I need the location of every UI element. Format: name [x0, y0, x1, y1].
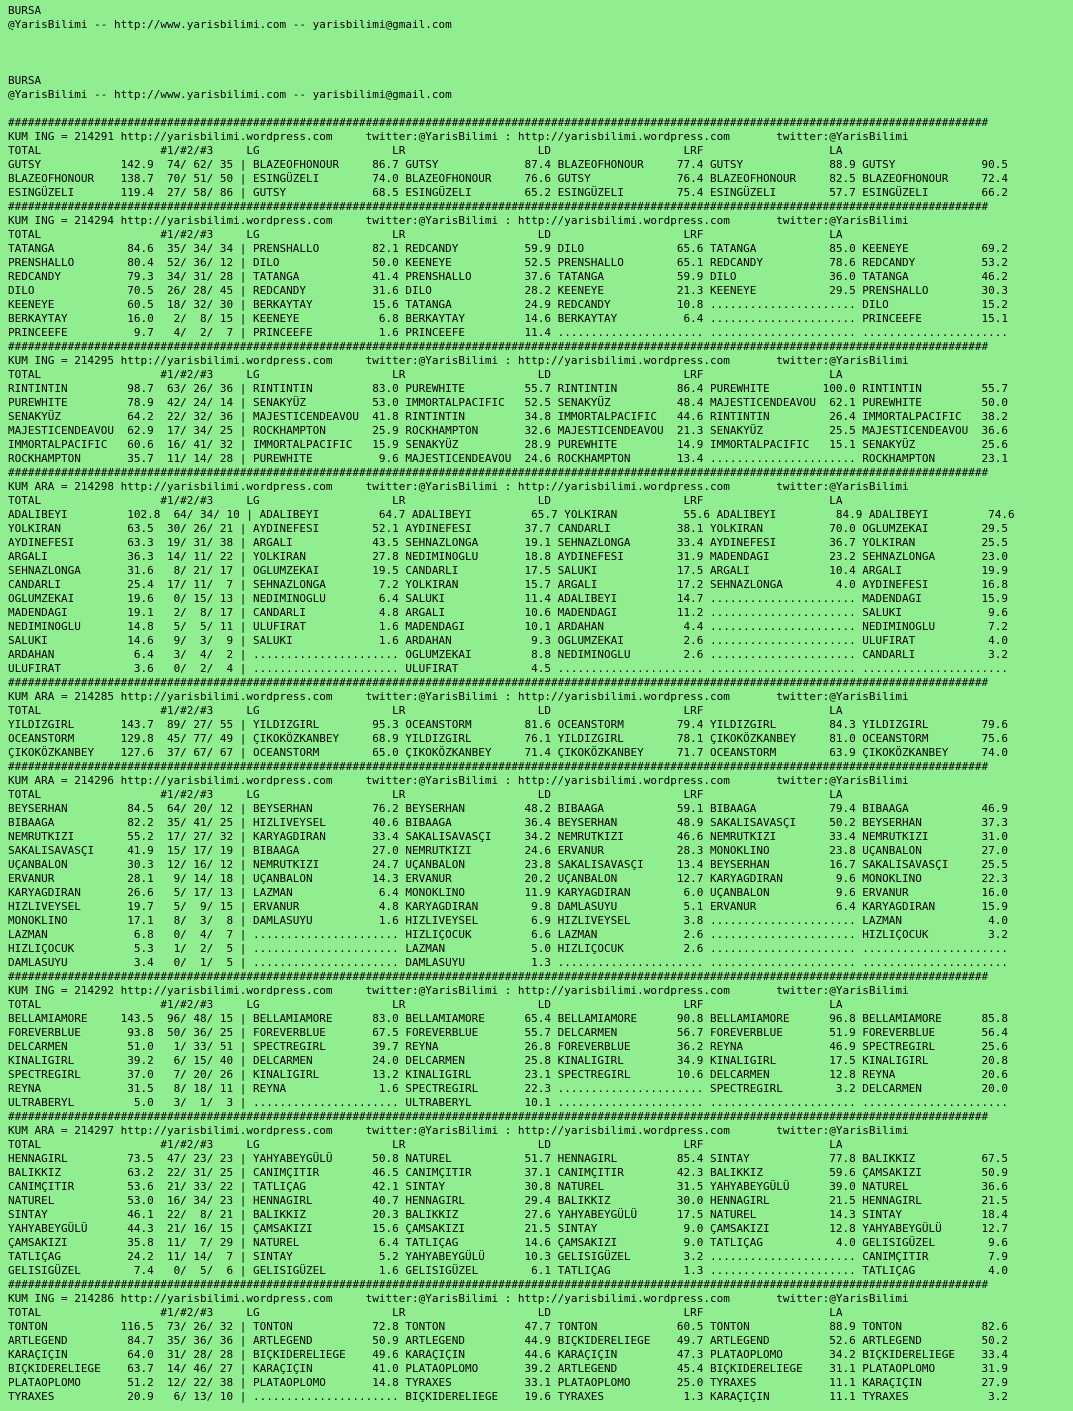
race-row: SAKALISAVASÇI 41.9 15/ 17/ 19 | BIBAAGA 27.0 NEMRUTKIZI 24.6 ERVANUR 28.3 MONOKLINO 23.8 UÇANBALON 27.0: [8, 844, 1009, 857]
race-row: UÇANBALON 30.3 12/ 16/ 12 | NEMRUTKIZI 24.7 UÇANBALON 23.8 SAKALISAVASÇI 13.4 BEYSERHAN 16.7 SAKALISAVASÇI 25.5: [8, 858, 1009, 871]
race-row: ULTRABERYL 5.0 3/ 1/ 3 | ...................... ULTRABERYL 10.1 ...................... ...................... ......................: [8, 1096, 1009, 1109]
race-row: SPECTREGIRL 37.0 7/ 20/ 26 | KINALIGIRL 13.2 KINALIGIRL 23.1 SPECTREGIRL 10.6 DELCARMEN 12.8 REYNA 20.6: [8, 1068, 1009, 1081]
column-header: TOTAL #1/#2/#3 LG LR LD LRF LA: [8, 1306, 843, 1319]
race-row: GELISIGÜZEL 7.4 0/ 5/ 6 | GELISIGÜZEL 1.6 GELISIGÜZEL 6.1 TATLIÇAG 1.3 ...................... TATLIÇAG 4.0: [8, 1264, 1009, 1277]
race-row: KARAÇIÇIN 64.0 31/ 28/ 28 | BIÇKIDERELIEGE 49.6 KARAÇIÇIN 44.6 KARAÇIÇIN 47.3 PLATAOPLOMO 34.2 BIÇKIDERELIEGE 33.4: [8, 1348, 1009, 1361]
race-header: KUM ING = 214291 http://yarisbilimi.wordpress.com twitter:@YarisBilimi : http://yarisbilimi.wordpress.com twitter:@YarisBilimi: [8, 130, 909, 143]
race-row: YILDIZGIRL 143.7 89/ 27/ 55 | YILDIZGIRL 95.3 OCEANSTORM 81.6 OCEANSTORM 79.4 YILDIZGIRL 84.3 YILDIZGIRL 79.6: [8, 718, 1009, 731]
header-line: [8, 60, 1073, 74]
race-header: KUM ARA = 214298 http://yarisbilimi.wordpress.com twitter:@YarisBilimi : http://yarisbilimi.wordpress.com twitter:@YarisBilimi: [8, 480, 909, 493]
race-row: PRENSHALLO 80.4 52/ 36/ 12 | DILO 50.0 KEENEYE 52.5 PRENSHALLO 65.1 REDCANDY 78.6 REDCANDY 53.2: [8, 256, 1009, 269]
column-header: TOTAL #1/#2/#3 LG LR LD LRF LA: [8, 494, 843, 507]
race-header: KUM ARA = 214285 http://yarisbilimi.wordpress.com twitter:@YarisBilimi : http://yarisbilimi.wordpress.com twitter:@YarisBilimi: [8, 690, 909, 703]
race-row: OCEANSTORM 129.8 45/ 77/ 49 | ÇIKOKÖZKANBEY 68.9 YILDIZGIRL 76.1 YILDIZGIRL 78.1 ÇIKOKÖZKANBEY 81.0 OCEANSTORM 75.6: [8, 732, 1009, 745]
column-header: TOTAL #1/#2/#3 LG LR LD LRF LA: [8, 144, 843, 157]
race-row: KARYAGDIRAN 26.6 5/ 17/ 13 | LAZMAN 6.4 MONOKLINO 11.9 KARYAGDIRAN 6.0 UÇANBALON 9.6 ERVANUR 16.0: [8, 886, 1009, 899]
race-row: HIZLIÇOCUK 5.3 1/ 2/ 5 | ...................... LAZMAN 5.0 HIZLIÇOCUK 2.6 ...................... ......................: [8, 942, 1009, 955]
separator-line: ####################################################################################################################################################: [8, 970, 989, 983]
race-row: ARDAHAN 6.4 3/ 4/ 2 | ...................... OGLUMZEKAI 8.8 NEDIMINOGLU 2.6 ...................... CANDARLI 3.2: [8, 648, 1009, 661]
race-row: SEHNAZLONGA 31.6 8/ 21/ 17 | OGLUMZEKAI 19.5 CANDARLI 17.5 SALUKI 17.5 ARGALI 10.4 ARGALI 19.9: [8, 564, 1009, 577]
race-header: KUM ARA = 214297 http://yarisbilimi.wordpress.com twitter:@YarisBilimi : http://yarisbilimi.wordpress.com twitter:@YarisBilimi: [8, 1124, 909, 1137]
header-line: [8, 32, 1073, 46]
race-row: NATUREL 53.0 16/ 34/ 23 | HENNAGIRL 40.7 HENNAGIRL 29.4 BALIKKIZ 30.0 HENNAGIRL 21.5 HENNAGIRL 21.5: [8, 1194, 1009, 1207]
race-row: CANIMÇITIR 53.6 21/ 33/ 22 | TATLIÇAG 42.1 SINTAY 30.8 NATUREL 31.5 YAHYABEYGÜLÜ 39.0 NATUREL 36.6: [8, 1180, 1009, 1193]
race-row: MONOKLINO 17.1 8/ 3/ 8 | DAMLASUYU 1.6 HIZLIVEYSEL 6.9 HIZLIVEYSEL 3.8 ...................... LAZMAN 4.0: [8, 914, 1009, 927]
race-row: KEENEYE 60.5 18/ 32/ 30 | BERKAYTAY 15.6 TATANGA 24.9 REDCANDY 10.8 ...................... DILO 15.2: [8, 298, 1009, 311]
race-row: FOREVERBLUE 93.8 50/ 36/ 25 | FOREVERBLUE 67.5 FOREVERBLUE 55.7 DELCARMEN 56.7 FOREVERBLUE 51.9 FOREVERBLUE 56.4: [8, 1026, 1009, 1039]
column-header: TOTAL #1/#2/#3 LG LR LD LRF LA: [8, 788, 843, 801]
column-header: TOTAL #1/#2/#3 LG LR LD LRF LA: [8, 228, 843, 241]
header-line: BURSA: [8, 74, 42, 87]
race-row: MADENDAGI 19.1 2/ 8/ 17 | CANDARLI 4.8 ARGALI 10.6 MADENDAGI 11.2 ...................... SALUKI 9.6: [8, 606, 1009, 619]
race-row: ESINGÜZELI 119.4 27/ 58/ 86 | GUTSY 68.5 ESINGÜZELI 65.2 ESINGÜZELI 75.4 ESINGÜZELI 57.7 ESINGÜZELI 66.2: [8, 186, 1009, 199]
race-row: YOLKIRAN 63.5 30/ 26/ 21 | AYDINEFESI 52.1 AYDINEFESI 37.7 CANDARLI 38.1 YOLKIRAN 70.0 OGLUMZEKAI 29.5: [8, 522, 1009, 535]
race-row: DILO 70.5 26/ 28/ 45 | REDCANDY 31.6 DILO 28.2 KEENEYE 21.3 KEENEYE 29.5 PRENSHALLO 30.3: [8, 284, 1009, 297]
race-row: TONTON 116.5 73/ 26/ 32 | TONTON 72.8 TONTON 47.7 TONTON 60.5 TONTON 88.9 TONTON 82.6: [8, 1320, 1009, 1333]
race-row: BERKAYTAY 16.0 2/ 8/ 15 | KEENEYE 6.8 BERKAYTAY 14.6 BERKAYTAY 6.4 ...................... PRINCEEFE 15.1: [8, 312, 1009, 325]
race-row: NEDIMINOGLU 14.8 5/ 5/ 11 | ULUFIRAT 1.6 MADENDAGI 10.1 ARDAHAN 4.4 ...................... NEDIMINOGLU 7.2: [8, 620, 1009, 633]
race-header: KUM ING = 214286 http://yarisbilimi.wordpress.com twitter:@YarisBilimi : http://yarisbilimi.wordpress.com twitter:@YarisBilimi: [8, 1292, 909, 1305]
race-row: ERVANUR 28.1 9/ 14/ 18 | UÇANBALON 14.3 ERVANUR 20.2 UÇANBALON 12.7 KARYAGDIRAN 9.6 MONOKLINO 22.3: [8, 872, 1009, 885]
race-row: MAJESTICENDEAVOU 62.9 17/ 34/ 25 | ROCKHAMPTON 25.9 ROCKHAMPTON 32.6 MAJESTICENDEAVOU 21.3 SENAKYÜZ 25.5 MAJESTICENDEAVOU 36.6: [8, 424, 1009, 437]
race-row: DAMLASUYU 3.4 0/ 1/ 5 | ...................... DAMLASUYU 1.3 ...................... ...................... ......................: [8, 956, 1009, 969]
race-row: BIÇKIDERELIEGE 63.7 14/ 46/ 27 | KARAÇIÇIN 41.0 PLATAOPLOMO 39.2 ARTLEGEND 45.4 BIÇKIDERELIEGE 31.1 PLATAOPLOMO 31.9: [8, 1362, 1009, 1375]
race-row: BELLAMIAMORE 143.5 96/ 48/ 15 | BELLAMIAMORE 83.0 BELLAMIAMORE 65.4 BELLAMIAMORE 90.8 BELLAMIAMORE 96.8 BELLAMIAMORE 85.8: [8, 1012, 1009, 1025]
race-row: OGLUMZEKAI 19.6 0/ 15/ 13 | NEDIMINOGLU 6.4 SALUKI 11.4 ADALIBEYI 14.7 ...................... MADENDAGI 15.9: [8, 592, 1009, 605]
race-row: BEYSERHAN 84.5 64/ 20/ 12 | BEYSERHAN 76.2 BEYSERHAN 48.2 BIBAAGA 59.1 BIBAAGA 79.4 BIBAAGA 46.9: [8, 802, 1009, 815]
header-line: BURSA: [8, 4, 42, 17]
race-row: REYNA 31.5 8/ 18/ 11 | REYNA 1.6 SPECTREGIRL 22.3 ...................... SPECTREGIRL 3.2 DELCARMEN 20.0: [8, 1082, 1009, 1095]
separator-line: ####################################################################################################################################################: [8, 760, 989, 773]
race-header: KUM ARA = 214296 http://yarisbilimi.wordpress.com twitter:@YarisBilimi : http://yarisbilimi.wordpress.com twitter:@YarisBilimi: [8, 774, 909, 787]
race-row: SALUKI 14.6 9/ 3/ 9 | SALUKI 1.6 ARDAHAN 9.3 OGLUMZEKAI 2.6 ...................... ULUFIRAT 4.0: [8, 634, 1009, 647]
race-row: ADALIBEYI 102.8 64/ 34/ 10 | ADALIBEYI 64.7 ADALIBEYI 65.7 YOLKIRAN 55.6 ADALIBEYI 84.9 ADALIBEYI 74.6: [8, 508, 1015, 521]
race-header: KUM ING = 214294 http://yarisbilimi.wordpress.com twitter:@YarisBilimi : http://yarisbilimi.wordpress.com twitter:@YarisBilimi: [8, 214, 909, 227]
race-row: RINTINTIN 98.7 63/ 26/ 36 | RINTINTIN 83.0 PUREWHITE 55.7 RINTINTIN 86.4 PUREWHITE 100.0 RINTINTIN 55.7: [8, 382, 1009, 395]
race-row: PLATAOPLOMO 51.2 12/ 22/ 38 | PLATAOPLOMO 14.8 TYRAXES 33.1 PLATAOPLOMO 25.0 TYRAXES 11.1 KARAÇIÇIN 27.9: [8, 1376, 1009, 1389]
race-row: HENNAGIRL 73.5 47/ 23/ 23 | YAHYABEYGÜLÜ 50.8 NATUREL 51.7 HENNAGIRL 85.4 SINTAY 77.8 BALIKKIZ 67.5: [8, 1152, 1009, 1165]
race-row: REDCANDY 79.3 34/ 31/ 28 | TATANGA 41.4 PRENSHALLO 37.6 TATANGA 59.9 DILO 36.0 TATANGA 46.2: [8, 270, 1009, 283]
race-row: YAHYABEYGÜLÜ 44.3 21/ 16/ 15 | ÇAMSAKIZI 15.6 ÇAMSAKIZI 21.5 SINTAY 9.0 ÇAMSAKIZI 12.8 YAHYABEYGÜLÜ 12.7: [8, 1222, 1009, 1235]
race-row: AYDINEFESI 63.3 19/ 31/ 38 | ARGALI 43.5 SEHNAZLONGA 19.1 SEHNAZLONGA 33.4 AYDINEFESI 36.7 YOLKIRAN 25.5: [8, 536, 1009, 549]
header-line: [8, 102, 1073, 116]
race-row: ULUFIRAT 3.6 0/ 2/ 4 | ...................... ULUFIRAT 4.5 ...................... ...................... ......................: [8, 662, 1009, 675]
race-row: KINALIGIRL 39.2 6/ 15/ 40 | DELCARMEN 24.0 DELCARMEN 25.8 KINALIGIRL 34.9 KINALIGIRL 17.5 KINALIGIRL 20.8: [8, 1054, 1009, 1067]
header-line: @YarisBilimi -- http://www.yarisbilimi.com -- yarisbilimi@gmail.com: [8, 88, 452, 101]
separator-line: ####################################################################################################################################################: [8, 200, 989, 213]
race-row: SENAKYÜZ 64.2 22/ 32/ 36 | MAJESTICENDEAVOU 41.8 RINTINTIN 34.8 IMMORTALPACIFIC 44.6 RINTINTIN 26.4 IMMORTALPACIFIC 38.2: [8, 410, 1009, 423]
header-line: [8, 46, 1073, 60]
race-row: NEMRUTKIZI 55.2 17/ 27/ 32 | KARYAGDIRAN 33.4 SAKALISAVASÇI 34.2 NEMRUTKIZI 46.6 NEMRUTKIZI 33.4 NEMRUTKIZI 31.0: [8, 830, 1009, 843]
race-row: IMMORTALPACIFIC 60.6 16/ 41/ 32 | IMMORTALPACIFIC 15.9 SENAKYÜZ 28.9 PUREWHITE 14.9 IMMORTALPACIFIC 15.1 SENAKYÜZ 25.6: [8, 438, 1009, 451]
race-header: KUM ING = 214295 http://yarisbilimi.wordpress.com twitter:@YarisBilimi : http://yarisbilimi.wordpress.com twitter:@YarisBilimi: [8, 354, 909, 367]
column-header: TOTAL #1/#2/#3 LG LR LD LRF LA: [8, 368, 843, 381]
header-line: @YarisBilimi -- http://www.yarisbilimi.com -- yarisbilimi@gmail.com: [8, 18, 452, 31]
separator-line: ####################################################################################################################################################: [8, 1110, 989, 1123]
race-row: DELCARMEN 51.0 1/ 33/ 51 | SPECTREGIRL 39.7 REYNA 26.8 FOREVERBLUE 36.2 REYNA 46.9 SPECTREGIRL 25.6: [8, 1040, 1009, 1053]
column-header: TOTAL #1/#2/#3 LG LR LD LRF LA: [8, 704, 843, 717]
race-row: ÇAMSAKIZI 35.8 11/ 7/ 29 | NATUREL 6.4 TATLIÇAG 14.6 ÇAMSAKIZI 9.0 TATLIÇAG 4.0 GELISIGÜZEL 9.6: [8, 1236, 1009, 1249]
race-row: ARGALI 36.3 14/ 11/ 22 | YOLKIRAN 27.8 NEDIMINOGLU 18.8 AYDINEFESI 31.9 MADENDAGI 23.2 SEHNAZLONGA 23.0: [8, 550, 1009, 563]
race-row: TATANGA 84.6 35/ 34/ 34 | PRENSHALLO 82.1 REDCANDY 59.9 DILO 65.6 TATANGA 85.0 KEENEYE 69.2: [8, 242, 1009, 255]
race-row: BIBAAGA 82.2 35/ 41/ 25 | HIZLIVEYSEL 40.6 BIBAAGA 36.4 BEYSERHAN 48.9 SAKALISAVASÇI 50.2 BEYSERHAN 37.3: [8, 816, 1009, 829]
race-row: ÇIKOKÖZKANBEY 127.6 37/ 67/ 67 | OCEANSTORM 65.0 ÇIKOKÖZKANBEY 71.4 ÇIKOKÖZKANBEY 71.7 OCEANSTORM 63.9 ÇIKOKÖZKANBEY 74.0: [8, 746, 1009, 759]
race-row: ARTLEGEND 84.7 35/ 36/ 36 | ARTLEGEND 50.9 ARTLEGEND 44.9 BIÇKIDERELIEGE 49.7 ARTLEGEND 52.6 ARTLEGEND 50.2: [8, 1334, 1009, 1347]
race-row: HIZLIVEYSEL 19.7 5/ 9/ 15 | ERVANUR 4.8 KARYAGDIRAN 9.8 DAMLASUYU 5.1 ERVANUR 6.4 KARYAGDIRAN 15.9: [8, 900, 1009, 913]
column-header: TOTAL #1/#2/#3 LG LR LD LRF LA: [8, 998, 843, 1011]
column-header: TOTAL #1/#2/#3 LG LR LD LRF LA: [8, 1138, 843, 1151]
race-row: BALIKKIZ 63.2 22/ 31/ 25 | CANIMÇITIR 46.5 CANIMÇITIR 37.1 CANIMÇITIR 42.3 BALIKKIZ 59.6 ÇAMSAKIZI 50.9: [8, 1166, 1009, 1179]
separator-line: ####################################################################################################################################################: [8, 116, 989, 129]
race-row: PUREWHITE 78.9 42/ 24/ 14 | SENAKYÜZ 53.0 IMMORTALPACIFIC 52.5 SENAKYÜZ 48.4 MAJESTICENDEAVOU 62.1 PUREWHITE 50.0: [8, 396, 1009, 409]
race-row: CANDARLI 25.4 17/ 11/ 7 | SEHNAZLONGA 7.2 YOLKIRAN 15.7 ARGALI 17.2 SEHNAZLONGA 4.0 AYDINEFESI 16.8: [8, 578, 1009, 591]
race-row: ROCKHAMPTON 35.7 11/ 14/ 28 | PUREWHITE 9.6 MAJESTICENDEAVOU 24.6 ROCKHAMPTON 13.4 ...................... ROCKHAMPTON 23.1: [8, 452, 1009, 465]
race-row: BLAZEOFHONOUR 138.7 70/ 51/ 50 | ESINGÜZELI 74.0 BLAZEOFHONOUR 76.6 GUTSY 76.4 BLAZEOFHONOUR 82.5 BLAZEOFHONOUR 72.4: [8, 172, 1009, 185]
separator-line: ####################################################################################################################################################: [8, 340, 989, 353]
race-row: TATLIÇAG 24.2 11/ 14/ 7 | SINTAY 5.2 YAHYABEYGÜLÜ 10.3 GELISIGÜZEL 3.2 ...................... CANIMÇITIR 7.9: [8, 1250, 1009, 1263]
race-header: KUM ING = 214292 http://yarisbilimi.wordpress.com twitter:@YarisBilimi : http://yarisbilimi.wordpress.com twitter:@YarisBilimi: [8, 984, 909, 997]
race-row: SINTAY 46.1 22/ 8/ 21 | BALIKKIZ 20.3 BALIKKIZ 27.6 YAHYABEYGÜLÜ 17.5 NATUREL 14.3 SINTAY 18.4: [8, 1208, 1009, 1221]
race-row: LAZMAN 6.8 0/ 4/ 7 | ...................... HIZLIÇOCUK 6.6 LAZMAN 2.6 ...................... HIZLIÇOCUK 3.2: [8, 928, 1009, 941]
separator-line: ####################################################################################################################################################: [8, 1278, 989, 1291]
race-row: PRINCEEFE 9.7 4/ 2/ 7 | PRINCEEFE 1.6 PRINCEEFE 11.4 ...................... ...................... ......................: [8, 326, 1009, 339]
separator-line: ####################################################################################################################################################: [8, 676, 989, 689]
separator-line: ####################################################################################################################################################: [8, 466, 989, 479]
race-row: GUTSY 142.9 74/ 62/ 35 | BLAZEOFHONOUR 86.7 GUTSY 87.4 BLAZEOFHONOUR 77.4 GUTSY 88.9 GUTSY 90.5: [8, 158, 1009, 171]
race-row: TYRAXES 20.9 6/ 13/ 10 | ...................... BIÇKIDERELIEGE 19.6 TYRAXES 1.3 KARAÇIÇIN 11.1 TYRAXES 3.2: [8, 1390, 1009, 1403]
